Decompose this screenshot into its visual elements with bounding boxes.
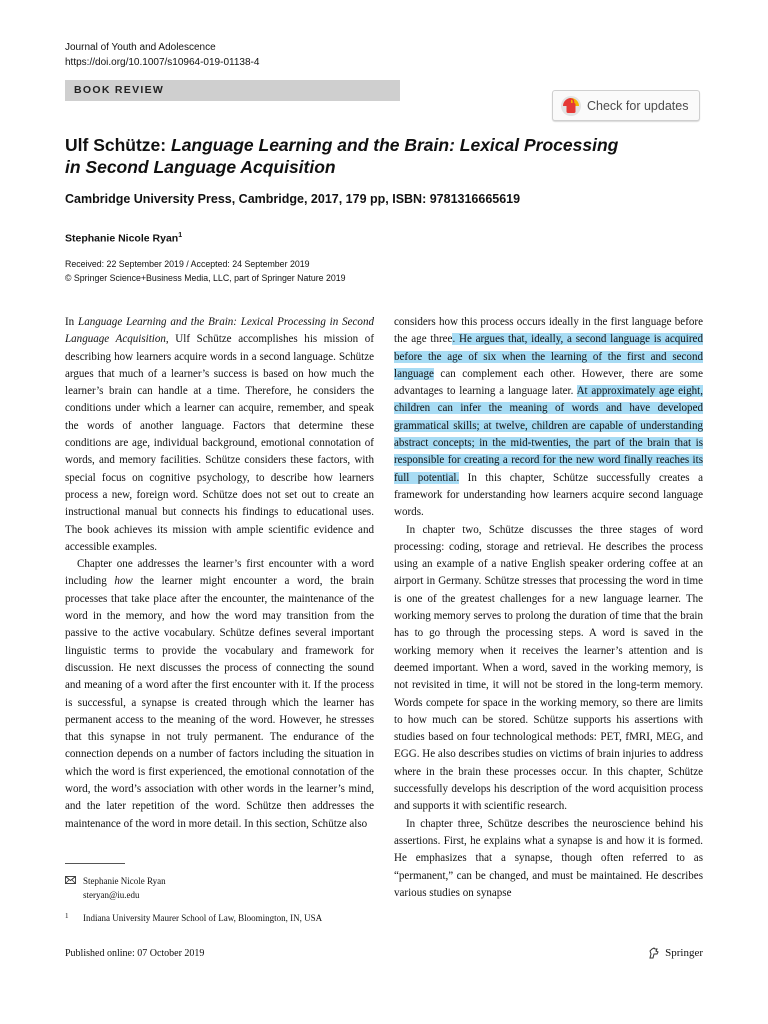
springer-logo xyxy=(647,946,703,960)
author-email-link[interactable]: steryan@iu.edu xyxy=(83,890,140,900)
corresponding-author xyxy=(65,874,385,902)
envelope-icon xyxy=(65,874,83,902)
paragraph-chapter-three: In chapter three, Schütze describes the neuroscience behind his assertions. First, he explains what a synapse is and how it is formed. He emphasizes that a synapse, though often referred to as “permanent,” can be changed, and must be maintained. He describes various studies on synapse xyxy=(394,817,703,899)
title-book: Language Learning and the Brain: Lexical Processing in Second Language Acquisition xyxy=(65,135,619,177)
text-run: In this chapter, Schütze successfully creates a framework for understanding how learners acquire second language words. xyxy=(394,471,703,519)
section-label: BOOK REVIEW xyxy=(65,80,400,101)
footnotes xyxy=(65,874,385,925)
affiliation-row xyxy=(65,911,385,925)
text-run: the learner might encounter a word, the brain processes that take place after the encounter, the maintenance of the word in the memory, and how the word may transition from the passive to the active vocabulary. Schütze defines several important linguistic terms to provide the vocabulary and framework for discussion. He next discusses the process of connecting the sound and meaning of a word after the first encounter with it. If the process is successful, a synapse is created through which the learner has permanent access to the meaning of the word. However, he stresses that this synapse in not truly permanent. The endurance of the connection depends on a number of factors including the situation in which the word is first experienced, the emotional connotation of the word, the word’s association with other words in the learner’s mind, and the later repetition of the word. Schütze then addresses the maintenance of the word in more detail. In this section, Schütze also xyxy=(65,575,374,830)
paragraph-chapter-two: In chapter two, Schütze discusses the three stages of word processing: coding, storage and retrieval. He describes the process using an example of a native English speaker ordering coffee at an airport in Germany. Schütze stresses that processing the word in time is one of the greatest challenges for a new language learner. The working memory serves to prolong the duration of time that the brain has to go through the processing steps. A word is saved in the working memory when it receives the learner’s attention and is deemed important. When a word, saved in the working memory, is not revisited in time, it will not be stored in the long-term memory. Words compete for space in the working memory, so there are limits to how much can be stored. Schütze supports his assertions with studies based on four technological methods: PET, fMRI, MEG, and EGG. He also describes studies on victims of brain injuries to address where in the brain these processes occur. In this chapter, Schütze successfully develops his description of the word acquisition process and supports it with scientific research. xyxy=(394,523,703,813)
review-author xyxy=(65,232,182,245)
published-online: Published online: 07 October 2019 xyxy=(65,948,205,959)
highlight-age-six: . He argues that, ideally, a second language is acquired before the age of six when the learning of the first and second language xyxy=(394,333,703,380)
title-author: Ulf Schütze: xyxy=(65,135,167,155)
paragraph-chapter-one-cont xyxy=(394,314,703,522)
text-run: Chapter one addresses the learner’s first encounter with a word including xyxy=(65,558,374,588)
review-author-name: Stephanie Nicole Ryan xyxy=(65,232,179,245)
paragraph-chapter-one xyxy=(65,556,374,833)
springer-logo-text: Springer xyxy=(665,947,703,959)
body-column-right xyxy=(394,314,703,902)
emphasis-how: how xyxy=(114,575,133,588)
footnote-author-name: Stephanie Nicole Ryan xyxy=(83,876,166,886)
article-dates xyxy=(65,257,346,285)
book-title-italic: Language Learning and the Brain: Lexical Processing in Second Language Acquisition xyxy=(65,316,375,346)
text-run: considers how this process occurs ideally in the first language before the age three xyxy=(394,316,703,346)
text-run: can complement each other. However, there are some advantages to learning a language later. xyxy=(394,367,703,398)
check-for-updates-button[interactable] xyxy=(552,90,700,121)
affiliation-text: Indiana University Maurer School of Law, Bloomington, IN, USA xyxy=(83,913,323,923)
footnote-divider xyxy=(65,863,125,864)
check-for-updates-icon xyxy=(560,95,582,117)
highlight-age-eight: At approximately age eight, children can infer the meaning of words and have developed grammatical skills; at twelve, children are capable of understanding abstract concepts; in the mid-twenties, the part of the brain that is responsible for creating a record for the new word finally reaches its full potential. xyxy=(394,385,703,484)
journal-header xyxy=(65,40,259,70)
check-for-updates-label: Check for updates xyxy=(587,98,689,113)
text-run: , Ulf Schütze accomplishes his mission of describing how learners acquire words in a second language. Schütze argues that much of a learner’s success is based on how much the learner’s brain can handle at a time. Therefore, he considers the conditions under which a learner can acquire, remember, and speak the words of another language. Factors that determine these conditions are age, individual background, emotional connotation of words, and memory facilities. Schütze considers these factors, with special focus on cognitive psychology, to describe how learners process a new, foreign word. Schütze does not set out to create an instructional manual but connects his findings to educational uses. The book achieves its mission with ample scientific evidence and accessible examples. xyxy=(65,333,374,553)
article-title xyxy=(65,134,625,178)
received-accepted: Received: 22 September 2019 / Accepted: 24 September 2019 xyxy=(65,259,310,269)
copyright: © Springer Science+Business Media, LLC, part of Springer Nature 2019 xyxy=(65,273,346,283)
body-column-left xyxy=(65,314,374,833)
journal-doi-link[interactable]: https://doi.org/10.1007/s10964-019-01138-4 xyxy=(65,57,260,68)
author-affil-mark[interactable]: 1 xyxy=(178,232,183,239)
affil-mark: 1 xyxy=(65,912,69,920)
text-run: In xyxy=(65,316,79,328)
publisher-line: Cambridge University Press, Cambridge, 2017, 179 pp, ISBN: 9781316665619 xyxy=(65,192,521,206)
springer-horse-icon xyxy=(647,946,661,960)
journal-name: Journal of Youth and Adolescence xyxy=(65,42,216,53)
paragraph-intro xyxy=(65,314,374,556)
